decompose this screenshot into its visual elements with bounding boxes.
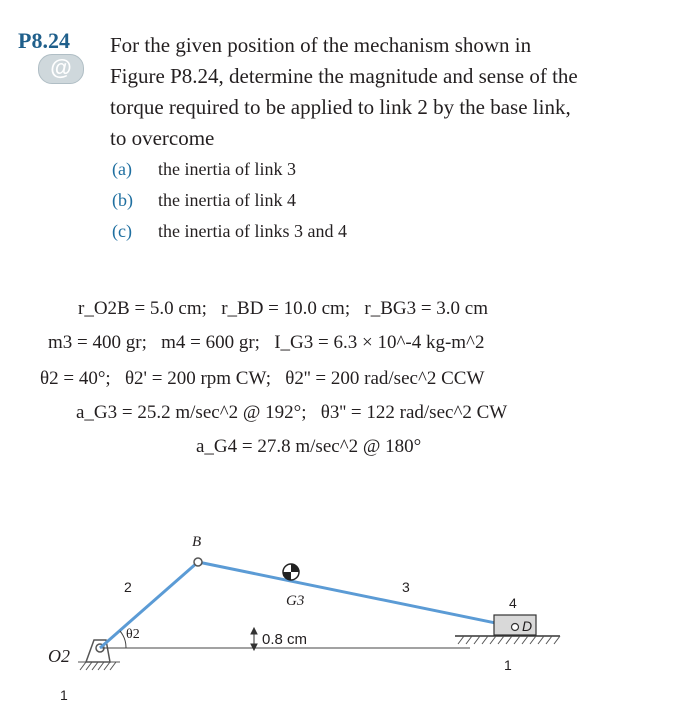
label-link-4: 4 — [509, 595, 517, 611]
given-m4: m4 = 600 gr; — [161, 332, 260, 353]
problem-statement: For the given position of the mechanism shown in Figure P8.24, determine the magnitude and sense of the torque required to be applied to link 2 by the base link, to overcome — [110, 33, 578, 150]
b-pin — [194, 558, 202, 566]
part-a-label: (a) — [112, 159, 132, 179]
label-theta2: θ2 — [126, 627, 140, 642]
given-r-o2b: r_O2B = 5.0 cm; — [78, 298, 207, 319]
label-offset: 0.8 cm — [262, 631, 308, 648]
label-ground-right: 1 — [504, 657, 512, 673]
ground-rail-hatch — [458, 636, 560, 644]
label-o2: O2 — [48, 646, 70, 666]
web-icon: @ — [38, 54, 84, 84]
label-g3: G3 — [286, 593, 305, 609]
given-m3: m3 = 400 gr; — [48, 332, 147, 353]
given-ag3: a_G3 = 25.2 m/sec^2 @ 192°; — [76, 402, 307, 423]
part-c-text: the inertia of links 3 and 4 — [158, 221, 347, 241]
label-link-3: 3 — [402, 579, 410, 595]
ground-o2-hatch — [78, 662, 120, 670]
given-theta2: θ2 = 40°; — [40, 368, 111, 389]
given-alpha2: θ2'' = 200 rad/sec^2 CCW — [285, 368, 485, 389]
given-r-bd: r_BD = 10.0 cm; — [221, 298, 351, 319]
g3-centroid-icon — [283, 564, 299, 580]
offset-dimension — [251, 628, 257, 650]
given-r-bg3: r_BG3 = 3.0 cm — [364, 298, 489, 319]
given-omega2: θ2' = 200 rpm CW; — [124, 368, 271, 389]
d-pin — [512, 624, 519, 631]
link-3 — [198, 562, 515, 627]
part-b-label: (b) — [112, 190, 133, 210]
label-b: B — [192, 534, 202, 550]
given-ag4: a_G4 = 27.8 m/sec^2 @ 180° — [196, 436, 422, 457]
label-ground-left: 1 — [60, 687, 68, 703]
label-link-2: 2 — [124, 579, 132, 595]
link-2 — [100, 562, 198, 648]
given-ig3: I_G3 = 6.3 × 10^-4 kg-m^2 — [274, 332, 485, 353]
given-alpha3: θ3'' = 122 rad/sec^2 CW — [320, 402, 508, 423]
problem-number: P8.24 — [18, 28, 70, 53]
part-c-label: (c) — [112, 221, 132, 241]
label-d: D — [522, 618, 533, 634]
part-a-text: the inertia of link 3 — [158, 159, 296, 179]
part-b-text: the inertia of link 4 — [158, 190, 296, 210]
